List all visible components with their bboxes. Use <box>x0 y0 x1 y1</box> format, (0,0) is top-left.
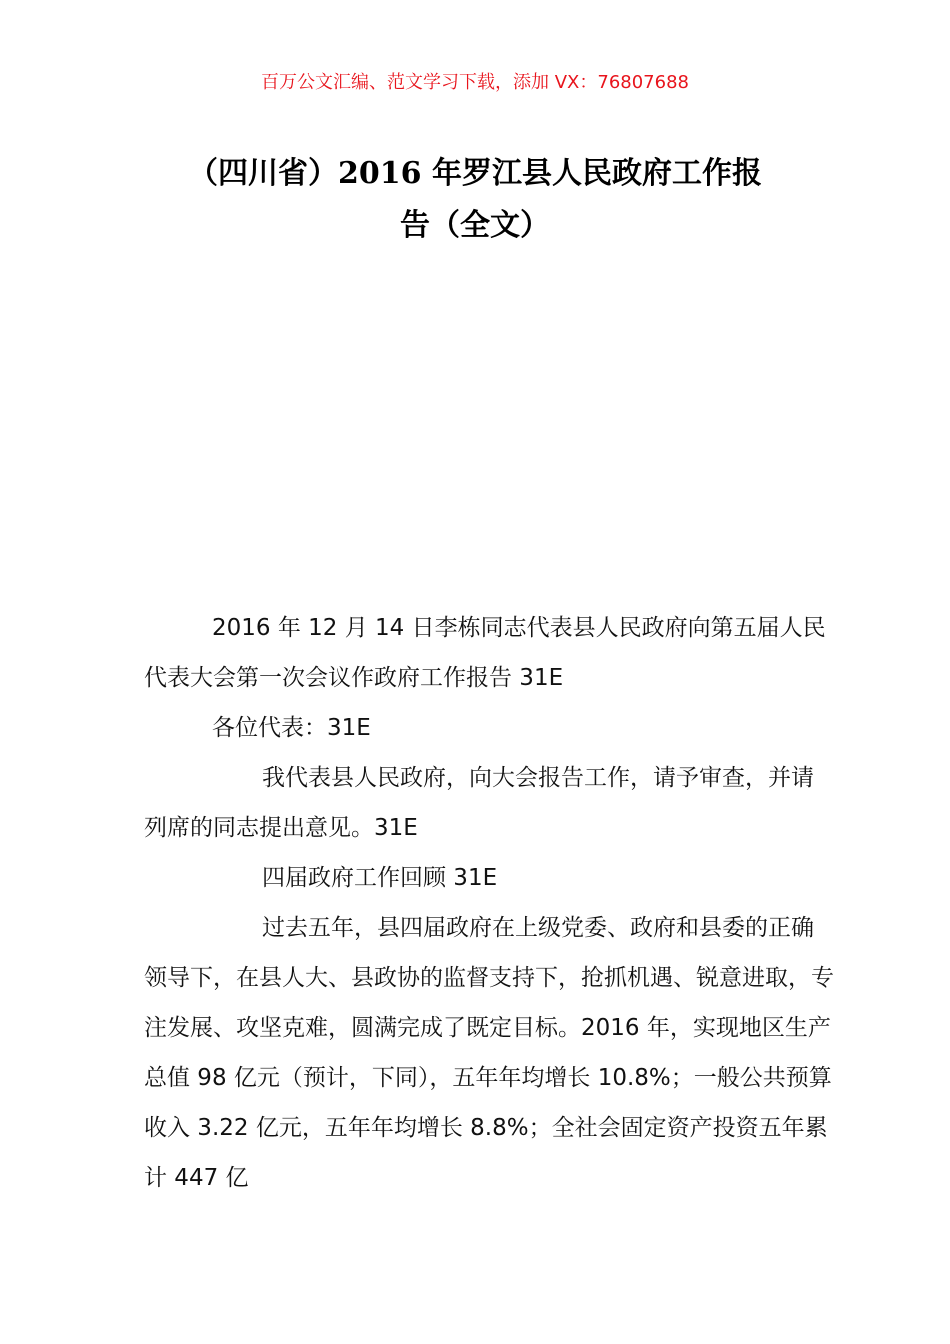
download-watermark-note: 百万公文汇编、范文学习下载，添加 VX：76807688 <box>261 72 689 93</box>
paragraph-opening: 我代表县人民政府，向大会报告工作，请予审查，并请列席的同志提出意见。31E <box>144 765 814 841</box>
section-heading-review: 四届政府工作回顾 31E <box>262 865 498 891</box>
paragraph-five-year-review: 过去五年，县四届政府在上级党委、政府和县委的正确领导下，在县人大、县政协的监督支持下，抢抓机遇、锐意进取，专注发展、攻坚克难，圆满完成了既定目标。2016 年，实现地区生产总值 98 亿元（预计，下同），五年年均增长 10.8%；一般公共预算收入 3.22 亿元，五年年均增长 8.8%；全社会固定资产投资五年累计 447 亿 <box>144 915 834 1191</box>
document-title-line-1: （四川省）2016 年罗江县人民政府工作报 <box>188 156 762 191</box>
document-title <box>140 148 810 252</box>
document-body <box>144 603 834 1203</box>
paragraph-report-intro: 2016 年 12 月 14 日李栋同志代表县人民政府向第五届人民代表大会第一次会议作政府工作报告 31E <box>144 615 826 691</box>
document-title-line-2: 告（全文） <box>400 208 550 243</box>
paragraph-salutation: 各位代表：31E <box>212 715 371 741</box>
